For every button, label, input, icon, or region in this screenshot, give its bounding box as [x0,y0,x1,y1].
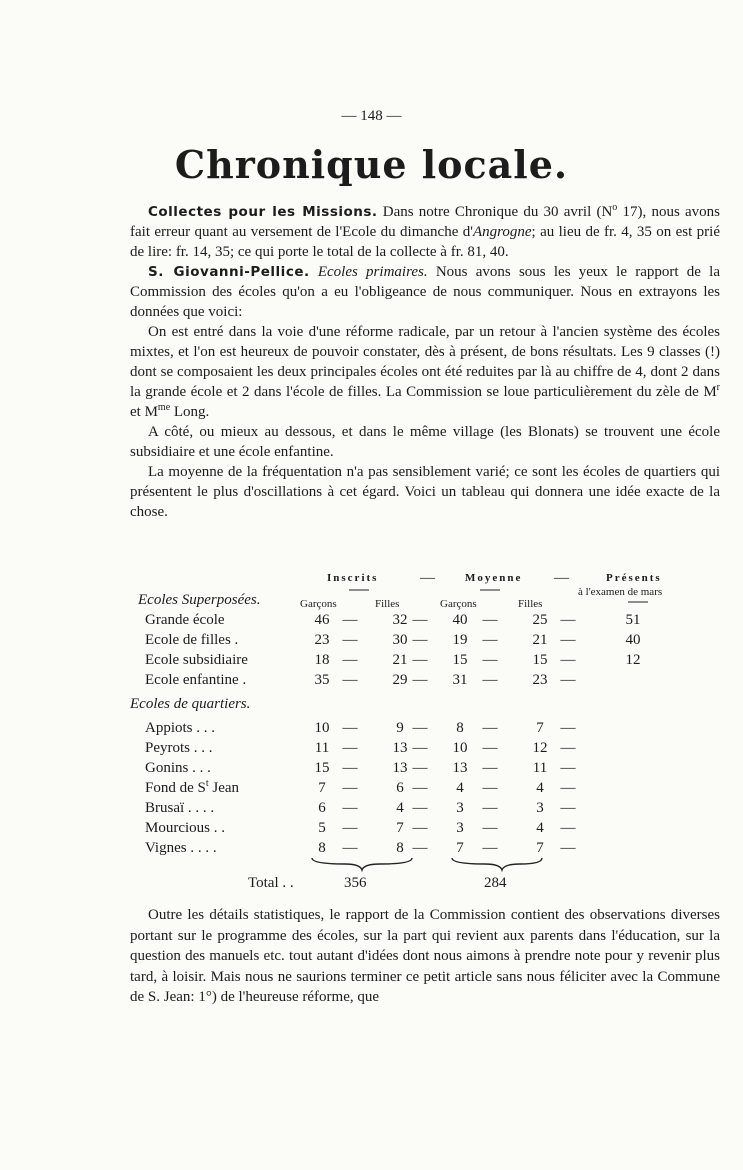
row-name: Mourcious . . [145,820,225,836]
total-moyenne: 284 [484,875,507,891]
cell-mg: 4 [456,780,464,796]
mme-sup: me [157,402,171,413]
cell-dash: — [482,800,498,816]
cell-dash: — [342,820,358,836]
cell-dash: — [342,840,358,856]
cell-dash: — [412,760,428,776]
cell-ig: 35 [314,672,330,688]
row-name: Ecole enfantine . [145,672,247,688]
cell-dash: — [482,740,498,756]
col-inscrits-garcons: Garçons [300,598,337,610]
cell-ig: 10 [314,720,330,736]
cell-dash: — [482,612,498,628]
collectes-text-a: Dans notre Chronique du 30 avril (N [377,204,613,220]
brace-inscrits [312,858,412,870]
cell-dash: — [342,740,358,756]
cell-dash: — [342,720,358,736]
paragraph-cote: A côté, ou mieux au dessous, et dans le même village (les Blonats) se trouvent une école subsidiaire et une école enfantine. [130,424,720,460]
cell-dash: — [560,820,576,836]
cell-dash: — [342,780,358,796]
cell-dash: — [560,612,576,628]
cell-dash: — [560,632,576,648]
cell-dash: — [412,720,428,736]
header-inscrits: Inscrits [327,572,379,584]
cell-if: 21 [392,652,408,668]
group-ecoles-superposees: Ecoles Superposées. [138,592,261,608]
row-name: Appiots . . . [145,720,216,736]
collectes-place: Angrogne [472,224,532,240]
cell-dash: — [560,780,576,796]
cell-dash: — [560,760,576,776]
cell-if: 9 [396,720,404,736]
fond-rest: Jean [208,780,240,796]
cell-mf: 12 [532,740,548,756]
cell-dash: — [412,612,428,628]
statistics-table [130,568,720,898]
cell-dash: — [342,612,358,628]
cell-if: 32 [392,612,408,628]
cell-ig: 5 [318,820,326,836]
cell-dash: — [482,760,498,776]
row-name: Peyrots . . . [145,740,213,756]
cell-if: 30 [392,632,408,648]
closing-paragraph [130,905,720,1008]
row-name: Brusaï . . . . [145,800,215,816]
cell-dash: — [560,800,576,816]
cell-mf: 7 [536,720,544,736]
cell-dash: — [560,672,576,688]
cell-presents: 51 [625,612,641,628]
cell-mf: 3 [536,800,544,816]
row-name: Fond de $S^t$ Jean [145,778,240,796]
header-examen: à l'examen de mars [578,586,663,598]
cell-presents: 40 [625,632,641,648]
cell-mg: 31 [452,672,468,688]
cell-dash: — [482,720,498,736]
cell-mf: 11 [532,760,548,776]
brace-moyenne [452,858,542,870]
cell-ig: 7 [318,780,326,796]
col-moyenne-garcons: Garçons [440,598,477,610]
reforme-long: Long. [170,404,210,420]
cell-dash: — [482,780,498,796]
collectes-text-b: 17), nous avons fait erreur quant au versement de l'Ecole du dimanche d' [130,204,720,240]
cell-dash: — [412,740,428,756]
cell-if: 13 [392,740,408,756]
cell-dash: — [342,760,358,776]
cell-dash: — [412,632,428,648]
collectes-text-c: ; au lieu de fr. 4, 35 on est prié de lire: fr. 14, 35; ce qui porte le total de la collecte à fr. 81, 40. [130,224,720,260]
cell-dash: — [412,672,428,688]
cell-if: 29 [392,672,408,688]
row-name: Grande école [145,612,225,628]
cell-dash: — [482,840,498,856]
cell-dash: — [412,652,428,668]
cell-mg: 3 [456,800,464,816]
cell-if: 7 [396,820,404,836]
header-dash-2: — [554,570,569,586]
section-heading-collectes: Collectes pour les Missions. [148,204,378,220]
col-inscrits-filles: Filles [375,598,400,610]
cell-mg: 3 [456,820,464,836]
cell-dash: — [342,652,358,668]
collectes-no-sup: o [612,202,618,213]
cell-dash: — [412,840,428,856]
page-title: Chronique locale. [174,142,569,187]
cell-dash: — [560,740,576,756]
row-name: Ecole subsidiaire [145,652,248,668]
article-body [130,202,720,522]
col-moyenne-filles: Filles [518,598,543,610]
header-moyenne: Moyenne [465,572,523,584]
page-number: — 148 — [341,108,402,124]
cell-dash: — [412,780,428,796]
cell-ig: 23 [314,632,330,648]
cell-ig: 8 [318,840,326,856]
giovanni-text-a: Nous avons sous les yeux le rapport de la Commission des écoles qu'on a eu l'obligeance de nous communiquer. Nous en extrayons les données que voici: [130,264,720,320]
closing-text: Outre les détails statistiques, le rapport de la Commission contient des observations diverses portant sur le programme des écoles, sur la part qui revient aux parents dans l'éducation, sur la question des manuels etc. tout autant d'idées dont nous aimons à prendre note pour y revenir plus tard, à loisir. Mais nous ne saurions terminer ce petit article sans nous féliciter avec la Commune de S. Jean: 1°) de l'heureuse réforme, que [130,907,720,1005]
cell-ig: 46 [314,612,330,628]
cell-dash: — [560,652,576,668]
cell-dash: — [560,840,576,856]
fond-sup: t [205,778,209,789]
cell-ig: 18 [314,652,330,668]
cell-dash: — [482,652,498,668]
cell-dash: — [412,820,428,836]
cell-ig: 11 [314,740,330,756]
cell-if: 4 [396,800,404,816]
cell-dash: — [560,720,576,736]
cell-dash: — [342,800,358,816]
paragraph-collectes [130,202,720,262]
reforme-text: On est entré dans la voie d'une réforme radicale, par un retour à l'ancien système des écoles mixtes, et l'on est heureux de pouvoir constater, dès à présent, de bons résultats. Les 9 classes (!) dont se composaient les deux principales écoles ont été reduites par là au chiffre de 4, dont 2 dans la grande école et 2 dans l'école de filles. La Commission se loue particulièrement du zèle de M [130,324,720,400]
paragraph-giovanni [130,262,720,322]
row-name: Ecole de filles . [145,632,239,648]
total-label: Total . . [248,875,294,891]
cell-dash: — [342,632,358,648]
header-presents: Présents [606,572,662,584]
cell-mg: 19 [452,632,468,648]
cell-mf: 4 [536,780,544,796]
cell-mf: 21 [532,632,548,648]
total-inscrits: 356 [344,875,367,891]
cell-mg: 13 [452,760,468,776]
cell-mf: 4 [536,820,544,836]
row-name: Gonins . . . [145,760,211,776]
cell-if: 13 [392,760,408,776]
group-ecoles-quartiers: Ecoles de quartiers. [130,696,251,712]
cell-if: 8 [396,840,404,856]
total-braces [290,856,550,872]
reforme-et: et M [130,404,158,420]
cell-mf: 15 [532,652,548,668]
paragraph-reforme [130,322,720,422]
cell-presents: 12 [625,652,641,668]
mr-sup: r [716,382,720,393]
cell-mg: 7 [456,840,464,856]
cell-if: 6 [396,780,404,796]
paragraph-moyenne: La moyenne de la fréquentation n'a pas sensiblement varié; ce sont les écoles de quartiers qui présentent le plus d'oscillations à cet égard. Voici un tableau qui donnera une idée exacte de la chose. [130,464,720,520]
cell-ig: 15 [314,760,330,776]
cell-dash: — [482,820,498,836]
cell-dash: — [482,632,498,648]
cell-ig: 6 [318,800,326,816]
subheading-ecoles: Ecoles primaires. [317,264,428,280]
cell-mg: 15 [452,652,468,668]
cell-mg: 8 [456,720,464,736]
section-heading-giovanni: S. Giovanni-Pellice. [148,264,310,280]
cell-mg: 40 [452,612,468,628]
cell-mg: 10 [452,740,468,756]
cell-mf: 7 [536,840,544,856]
cell-mf: 23 [532,672,548,688]
row-name: Vignes . . . . [145,840,217,856]
cell-dash: — [412,800,428,816]
header-dash-1: — [420,570,435,586]
cell-dash: — [342,672,358,688]
cell-dash: — [482,672,498,688]
cell-mf: 25 [532,612,548,628]
